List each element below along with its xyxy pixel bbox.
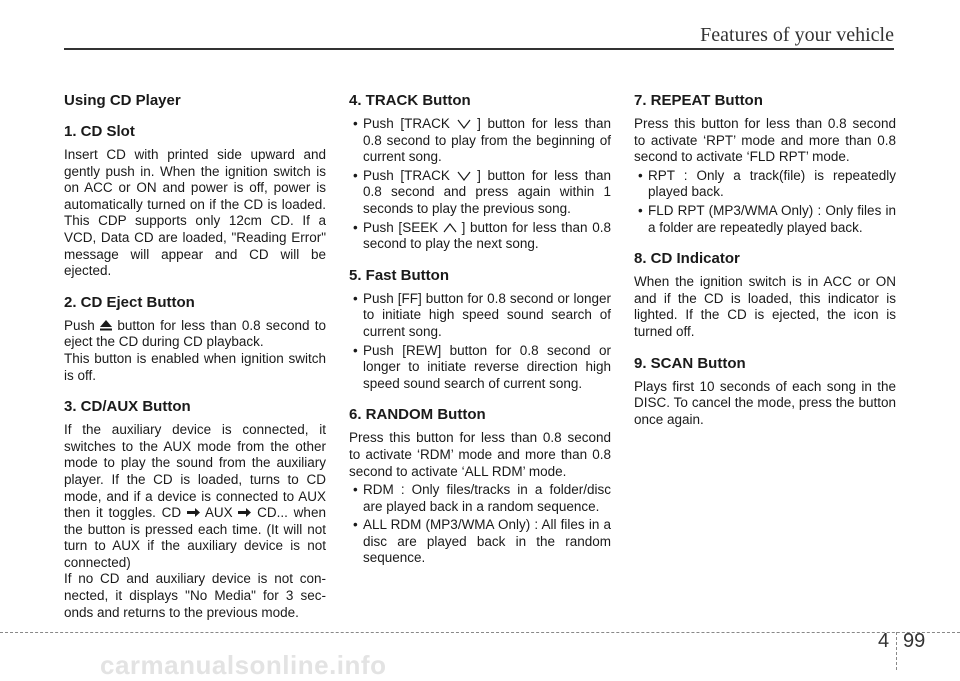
repeat-heading: 7. REPEAT Button bbox=[634, 92, 763, 109]
random-heading: 6. RANDOM Button bbox=[349, 406, 486, 424]
section-title: Using CD Player bbox=[64, 92, 181, 109]
chevron-up-icon bbox=[443, 223, 457, 233]
random-item-1: RDM : Only files/tracks in a folder/disc are played back in a random sequence. bbox=[363, 482, 611, 514]
list-item: • ALL RDM (MP3/WMA Only) : All files in a disc are played back in the random sequence. bbox=[353, 517, 611, 566]
arrow-right-icon bbox=[238, 508, 251, 517]
random-text: Press this button for less than 0.8 second to activate ‘RDM’ mode and more than 0.8 second to activate ‘ALL RDM’ mode. bbox=[349, 430, 611, 479]
header-title: Features of your vehicle bbox=[700, 24, 894, 46]
scan-text: Plays first 10 seconds of each song in the DISC. To cancel the mode, press the button once again. bbox=[634, 378, 896, 427]
track-list bbox=[349, 116, 611, 253]
fast-item-2: Push [REW] button for 0.8 second or longer to initiate reverse direction high speed sound search of current song. bbox=[363, 342, 611, 391]
random-item-2: ALL RDM (MP3/WMA Only) : All files in a disc are played back in the random sequence. bbox=[363, 517, 611, 566]
track-item-3-a: Push [SEEK bbox=[363, 219, 439, 235]
footer-rule bbox=[0, 632, 960, 633]
aux-text-c: CD... when the button is pressed each time. (It will not turn to AUX if the auxiliary device is not connected) bbox=[64, 505, 326, 570]
header-rule bbox=[64, 48, 894, 50]
fast-list bbox=[349, 291, 611, 393]
column-1 bbox=[64, 92, 326, 621]
list-item: • FLD RPT (MP3/WMA Only) : Only files in a folder are repeatedly played back. bbox=[638, 202, 896, 235]
chevron-down-icon bbox=[457, 119, 471, 129]
chevron-down-icon bbox=[457, 171, 471, 181]
eject-text-pre: Push bbox=[64, 317, 95, 333]
aux-text-b: AUX bbox=[204, 505, 233, 521]
list-item: • RDM : Only files/tracks in a folder/disc are played back in a random sequence. bbox=[353, 482, 611, 514]
list-item: • Push [REW] button for 0.8 second or longer to initiate reverse direction high speed sound search of current song. bbox=[353, 342, 611, 391]
list-item: • Push [TRACK ] button for less than 0.8 second and press again within 1 seconds to play the previous song. bbox=[353, 167, 611, 216]
cd-slot-text: Insert CD with printed side upward and gently push in. When the ignition switch is on ACC or ON and power is off, power is automatically turned on if the CD is loaded. This CDP supports only 12cm CD. If a VCD, Data CD are loaded, "Reading Error" message will appear and CD will be ejected. bbox=[64, 147, 326, 279]
aux-text bbox=[64, 422, 326, 571]
column-3 bbox=[634, 92, 896, 428]
indicator-heading: 8. CD Indicator bbox=[634, 250, 740, 268]
random-list bbox=[349, 482, 611, 567]
eject-icon bbox=[100, 320, 112, 331]
page-number: 99 bbox=[903, 630, 926, 652]
list-item: • Push [TRACK ] button for less than 0.8 second to play from the beginning of current song. bbox=[353, 116, 611, 165]
watermark: carmanualsonline.info bbox=[100, 650, 387, 680]
track-item-2-a: Push [TRACK bbox=[363, 167, 450, 183]
aux-text-2: If no CD and auxiliary device is not con-nected, it displays "No Media" for 3 sec-onds and returns to the previous mode. bbox=[64, 571, 326, 620]
repeat-text: Press this button for less than 0.8 second to activate ‘RPT’ mode and more than 0.8 second to activate ‘FLD RPT’ mode. bbox=[634, 116, 896, 165]
cd-slot-heading: 1. CD Slot bbox=[64, 123, 135, 140]
indicator-text: When the ignition switch is in ACC or ON and if the CD is loaded, this indicator is lighted. If the CD is ejected, the icon is turned off. bbox=[634, 274, 896, 339]
repeat-item-1: RPT : Only a track(file) is repeatedly played back. bbox=[648, 167, 896, 200]
arrow-right-icon bbox=[187, 508, 200, 517]
eject-text-2: This button is enabled when ignition switch is off. bbox=[64, 350, 326, 383]
page-separator bbox=[896, 632, 897, 670]
track-item-1-b: ] button for less than 0.8 second to play from the beginning of current song. bbox=[363, 116, 611, 165]
repeat-item-2: FLD RPT (MP3/WMA Only) : Only files in a folder are repeatedly played back. bbox=[648, 202, 896, 235]
list-item: • RPT : Only a track(file) is repeatedly played back. bbox=[638, 167, 896, 200]
track-item-2-b: ] button for less than 0.8 second and press again within 1 seconds to play the previous song. bbox=[363, 167, 611, 216]
fast-item-1: Push [FF] button for 0.8 second or longer to initiate high speed sound search of current song. bbox=[363, 290, 611, 339]
track-heading: 4. TRACK Button bbox=[349, 92, 471, 109]
track-item-3-b: ] button for less than 0.8 second to play the next song. bbox=[363, 219, 611, 252]
track-item-1-a: Push [TRACK bbox=[363, 116, 450, 131]
repeat-list bbox=[634, 168, 896, 236]
eject-text-post: button for less than 0.8 second to eject the CD during CD playback. bbox=[64, 317, 326, 350]
list-item: • Push [FF] button for 0.8 second or longer to initiate high speed sound search of current song. bbox=[353, 290, 611, 339]
aux-text-a: If the auxiliary device is connected, it switches to the AUX mode from the other mode to play the sound from the auxiliary player. If the CD is loaded, turns to CD mode, and if a device is connected to AUX then it toggles. CD bbox=[64, 422, 326, 521]
chapter-number: 4 bbox=[878, 630, 890, 652]
aux-heading: 3. CD/AUX Button bbox=[64, 398, 191, 416]
list-item: • Push [SEEK ] button for less than 0.8 second to play the next song. bbox=[353, 219, 611, 252]
eject-text bbox=[64, 318, 326, 351]
column-2 bbox=[349, 92, 611, 569]
scan-heading: 9. SCAN Button bbox=[634, 354, 746, 372]
eject-heading: 2. CD Eject Button bbox=[64, 293, 195, 311]
fast-heading: 5. Fast Button bbox=[349, 266, 449, 284]
